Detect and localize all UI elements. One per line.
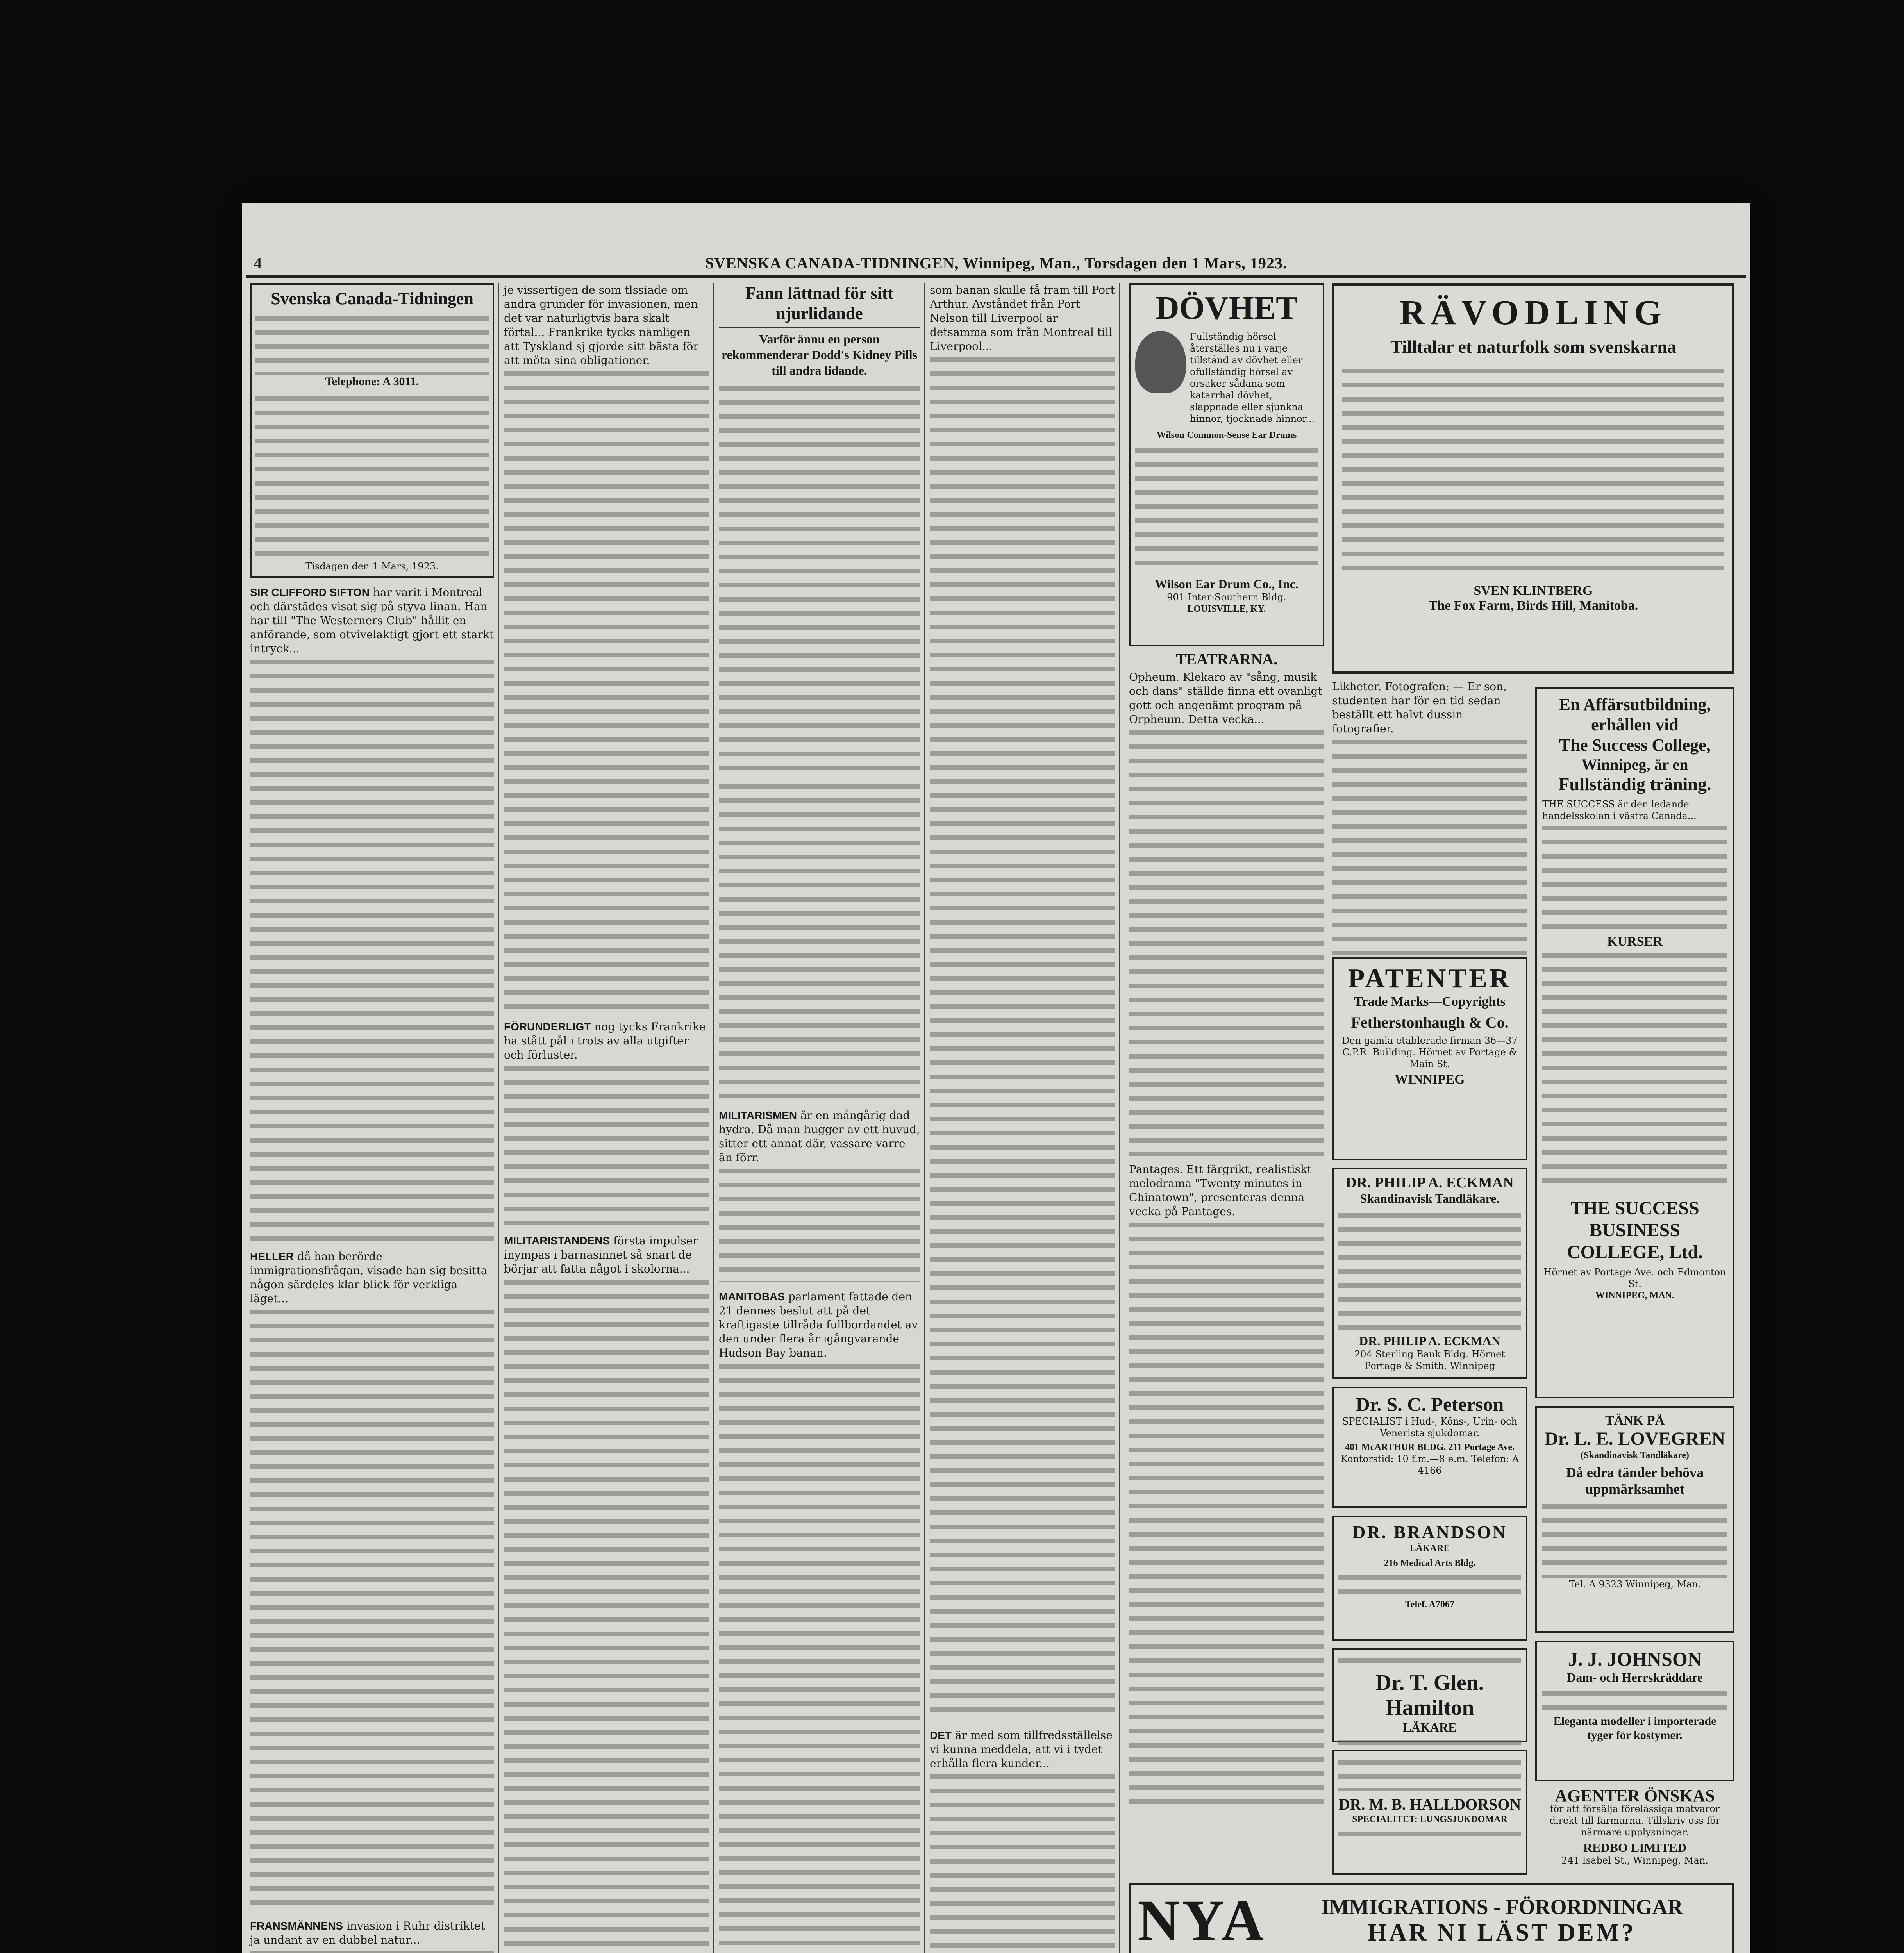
article-text: je vissertigen de som tlssiade om andra grunder för invasionen, men det var naturligtvis bara skalt förtal... Frankrike tycks nämligen att Tyskland sj gjorde sitt bästa för att möta sina obligationer. xyxy=(504,284,698,367)
article-text: Pantages. Ett färgrikt, realistiskt melodrama "Twenty minutes in Chinatown", presenteras denna vecka på Pantages. xyxy=(1129,1163,1312,1218)
article-text: är en mångårig dad hydra. Då man hugger av ett huvud, sitter ett annat där, vassare varre än förr. xyxy=(719,1109,920,1164)
text-block xyxy=(1342,365,1724,576)
telephone: Telephone: A 3011. xyxy=(325,375,419,388)
column-rule xyxy=(924,283,925,1953)
article-text: har varit i Montreal och därstädes visat sig på styva linan. Han har till "The Westerners Club" hållit en anförande, som otvivelaktigt gjort ett starkt intryck... xyxy=(250,586,494,655)
ad-city2: WINNIPEG, MAN. xyxy=(1595,1291,1674,1301)
publication-info-box xyxy=(250,283,494,578)
text-block xyxy=(1338,1756,1521,1791)
ad-body: Eleganta modeller i importerade tyger för kostymer. xyxy=(1553,1715,1716,1742)
ad-body: Den gamla etablerade firman 36—37 C.P.R. Building. Hörnet av Portage & Main St. xyxy=(1342,1035,1518,1069)
article-text: första impulser inympas i barnasinnet så snart de börjar att fatta något i skolorna... xyxy=(504,1234,698,1275)
column-4 xyxy=(930,283,1115,1953)
ad-nya: NYA xyxy=(1138,1888,1266,1953)
text-block xyxy=(719,382,920,773)
masthead xyxy=(246,252,1746,278)
text-block xyxy=(719,780,920,1101)
masthead-title: SVENSKA CANADA-TIDNINGEN, Winnipeg, Man., Torsdagen den 1 Mars, 1923. xyxy=(705,254,1287,272)
lead-text: HELLER xyxy=(250,1250,294,1262)
text-block xyxy=(1338,1828,1521,1843)
ad-title: RÄVODLING xyxy=(1399,293,1667,332)
ad-spec: SPECIALITET: LUNGSJUKDOMAR xyxy=(1352,1814,1507,1824)
text-block xyxy=(719,1360,920,1953)
ad-signature: DR. PHILIP A. ECKMAN xyxy=(1359,1334,1500,1348)
text-block xyxy=(255,312,489,375)
lead-text: FÖRUNDERLIGT xyxy=(504,1021,591,1033)
ad-name: DR. PHILIP A. ECKMAN xyxy=(1346,1175,1514,1191)
ad-address: 901 Inter-Southern Bldg. xyxy=(1167,592,1286,603)
ad-name: Dr. T. Glen. Hamilton xyxy=(1375,1671,1484,1720)
date-line: Tisdagen den 1 Mars, 1923. xyxy=(305,561,439,572)
hamilton-ad xyxy=(1332,1648,1527,1742)
column-rule xyxy=(713,283,714,1953)
lead-text: SIR CLIFFORD SIFTON xyxy=(250,586,370,598)
cnr-immigration-ad xyxy=(1129,1883,1734,1953)
lovegren-ad xyxy=(1535,1406,1734,1633)
ad-body: Fullständig hörsel återställes nu i varje tillstånd av dövhet eller ofullständig hörsel av orsaker sådana som katarrhal dövhet, slappnade eller sjunkna hinnor, tjocknade hinnor... xyxy=(1190,331,1315,424)
success-college-ad xyxy=(1535,687,1734,1398)
dovhet-ad xyxy=(1129,283,1324,646)
article-text: invasion i Ruhr distriktet ja undant av en dubbel natur... xyxy=(250,1919,485,1946)
ad-title: Skandinavisk Tandläkare. xyxy=(1360,1191,1500,1205)
ad-title: DÖVHET xyxy=(1155,290,1298,326)
lead-text: MANITOBAS xyxy=(719,1291,785,1303)
text-block xyxy=(1338,1571,1521,1599)
text-block xyxy=(930,353,1115,1721)
ad-address: 204 Sterling Bank Bldg. Hörnet Portage & Smith, Winnipeg xyxy=(1354,1349,1506,1371)
ad-phone: Telef. A7067 xyxy=(1405,1600,1454,1610)
text-block xyxy=(250,1947,494,1953)
ad-name: Dr. L. E. LOVEGREN xyxy=(1544,1428,1725,1449)
paper-name: Svenska Canada-Tidningen xyxy=(271,289,473,308)
text-block xyxy=(719,1165,920,1282)
ad-city: WINNIPEG xyxy=(1395,1072,1465,1087)
lead-text: MILITARISMEN xyxy=(719,1109,797,1121)
text-block xyxy=(930,1771,1115,1953)
text-block xyxy=(1542,822,1727,931)
text-block xyxy=(504,1062,709,1226)
ad-sub: Då edra tänder behöva uppmärksamhet xyxy=(1566,1465,1704,1497)
ad-name: DR. M. B. HALLDORSON xyxy=(1338,1796,1521,1813)
text-block xyxy=(250,656,494,1242)
eckman-ad xyxy=(1332,1168,1527,1379)
column-3 xyxy=(719,283,920,1953)
article xyxy=(250,1919,494,1953)
ad-head2: HAR NI LÄST DEM? xyxy=(1368,1919,1636,1946)
brandson-ad xyxy=(1332,1516,1527,1641)
ad-title: LÄKARE xyxy=(1409,1543,1450,1553)
lead-text: FRANSMÄNNENS xyxy=(250,1920,343,1932)
ad-address: The Fox Farm, Birds Hill, Manitoba. xyxy=(1428,598,1638,613)
lead-text: DET xyxy=(930,1729,952,1741)
ad-big-name: THE SUCCESS BUSINESS COLLEGE, Ltd. xyxy=(1566,1198,1703,1262)
ad-address: 241 Isabel St., Winnipeg, Man. xyxy=(1561,1855,1709,1866)
ad-address: 401 McARTHUR BLDG. 211 Portage Ave. xyxy=(1345,1442,1515,1452)
section-heading: TEATRARNA. xyxy=(1175,650,1278,668)
text-block xyxy=(255,393,489,557)
article xyxy=(250,1250,494,1911)
ad-title: Dam- och Herrskräddare xyxy=(1567,1670,1703,1684)
article-text: då han berörde immigrationsfrågan, visade han sig besitta någon särdeles klar blick för verkliga läget... xyxy=(250,1250,488,1305)
text-block xyxy=(1542,1500,1727,1578)
newspaper-page xyxy=(242,203,1750,1953)
ad-subtitle: Tilltalar et naturfolk som svenskarna xyxy=(1390,337,1676,357)
column-1 xyxy=(250,283,494,1953)
ad-subheadline: Varför ännu en person rekommenderar Dodd's Kidney Pills till andra lidande. xyxy=(721,332,918,377)
article-text: Likheter. Fotografen: — Er son, studenten har för en tid sedan beställt ett halvt dussin fotografier. xyxy=(1332,680,1507,735)
ad-firm: REDBO LIMITED xyxy=(1583,1841,1687,1855)
theatre-section xyxy=(1129,652,1324,1805)
text-block xyxy=(250,1306,494,1911)
peterson-ad xyxy=(1332,1387,1527,1508)
ad-phone: Tel. A 9323 Winnipeg, Man. xyxy=(1569,1579,1701,1590)
ad-body: för att försälja förelässiga matvaror direkt till farmarna. Tillskriv oss för närmare upplysningar. xyxy=(1549,1803,1720,1838)
ad-address: Hörnet av Portage Ave. och Edmonton St. xyxy=(1543,1267,1726,1289)
ad-title: PATENTER xyxy=(1348,964,1512,994)
ad-sub: Wilson Common-Sense Ear Drums xyxy=(1156,430,1297,440)
text-block xyxy=(504,368,709,1012)
ad-intro: En Affärsutbildning, erhållen vid xyxy=(1559,695,1711,734)
text-block xyxy=(1542,949,1727,1191)
ad-name: The Success College, xyxy=(1559,735,1711,755)
ad-title: LÄKARE xyxy=(1403,1720,1457,1734)
ad-name: J. J. JOHNSON xyxy=(1568,1648,1702,1670)
text-block xyxy=(1338,1209,1521,1334)
article-text: parlament fattade den 21 dennes beslut att på det kraftigaste tillråda fullbordandet av den under flera år igångvarande Hudson Bay banan. xyxy=(719,1290,918,1359)
ad-title: AGENTER ÖNSKAS xyxy=(1555,1786,1715,1805)
ad-signature: SVEN KLINTBERG xyxy=(1474,584,1593,598)
text-block xyxy=(1135,444,1318,573)
column-rule xyxy=(498,283,499,1953)
ad-spec: SPECIALIST i Hud-, Köns-, Urin- och Venerista sjukdomar. xyxy=(1342,1416,1517,1439)
text-block xyxy=(1542,1687,1727,1714)
ad-head: TÄNK PÅ xyxy=(1605,1413,1665,1428)
ad-company: Wilson Ear Drum Co., Inc. xyxy=(1155,577,1299,591)
ad-city: LOUISVILLE, KY. xyxy=(1187,604,1266,614)
ad-title: (Skandinavisk Tandläkare) xyxy=(1581,1450,1689,1460)
patenter-ad xyxy=(1332,957,1527,1160)
ad-firm: Fetherstonhaugh & Co. xyxy=(1351,1014,1509,1031)
ad-body: THE SUCCESS är den ledande handelsskolan i västra Canada... xyxy=(1542,799,1697,821)
humor-section xyxy=(1332,680,1527,955)
lead-text: MILITARISTANDENS xyxy=(504,1235,610,1247)
johnson-ad xyxy=(1535,1641,1734,1781)
halldorson-ad xyxy=(1332,1750,1527,1875)
article-text: är med som tillfredsställelse vi kunna meddela, att vi i tydet erhålla flera kunder... xyxy=(930,1729,1113,1770)
ad-phone: Kontorstid: 10 f.m.—8 e.m. Telefon: A 4166 xyxy=(1340,1453,1519,1476)
ad-name: Dr. S. C. Peterson xyxy=(1356,1393,1504,1415)
ad-name: DR. BRANDSON xyxy=(1352,1522,1507,1542)
ravodling-ad xyxy=(1332,283,1734,674)
article xyxy=(250,586,494,1242)
ad-city: Winnipeg, är en xyxy=(1581,756,1688,773)
article-text: Opheum. Klekaro av "sång, musik och dans" ställde finna ett ovanligt gott och angenämt program på Orpheum. Detta vecka... xyxy=(1129,671,1322,726)
article-text: nog tycks Frankrike ha stått pål i trots av alla utgifter och förluster. xyxy=(504,1020,706,1061)
ad-head1: IMMIGRATIONS - FÖRORDNINGAR xyxy=(1321,1895,1683,1919)
ad-address: 216 Medical Arts Bldg. xyxy=(1384,1558,1476,1568)
article-text: som banan skulle få fram till Port Arthur. Avståndet från Port Nelson till Liverpool är detsamma som från Montreal till Liverpool... xyxy=(930,284,1115,353)
column-rule xyxy=(1119,283,1120,1953)
text-block xyxy=(1338,1655,1521,1670)
ad-sub: Trade Marks—Copyrights xyxy=(1354,994,1506,1009)
text-block xyxy=(1338,1736,1521,1752)
text-block xyxy=(1129,727,1324,1156)
text-block xyxy=(1129,1219,1324,1805)
page-number: 4 xyxy=(254,254,262,272)
ad-kurser: KURSER xyxy=(1607,934,1663,949)
agenter-ad xyxy=(1535,1786,1734,1866)
text-block xyxy=(1332,736,1527,955)
portrait-image xyxy=(1135,331,1186,393)
ad-headline: Fann lättnad för sitt njurlidande xyxy=(719,283,920,328)
column-2 xyxy=(504,283,709,1953)
text-block xyxy=(504,1276,709,1953)
ad-tagline: Fullständig träning. xyxy=(1558,774,1711,794)
